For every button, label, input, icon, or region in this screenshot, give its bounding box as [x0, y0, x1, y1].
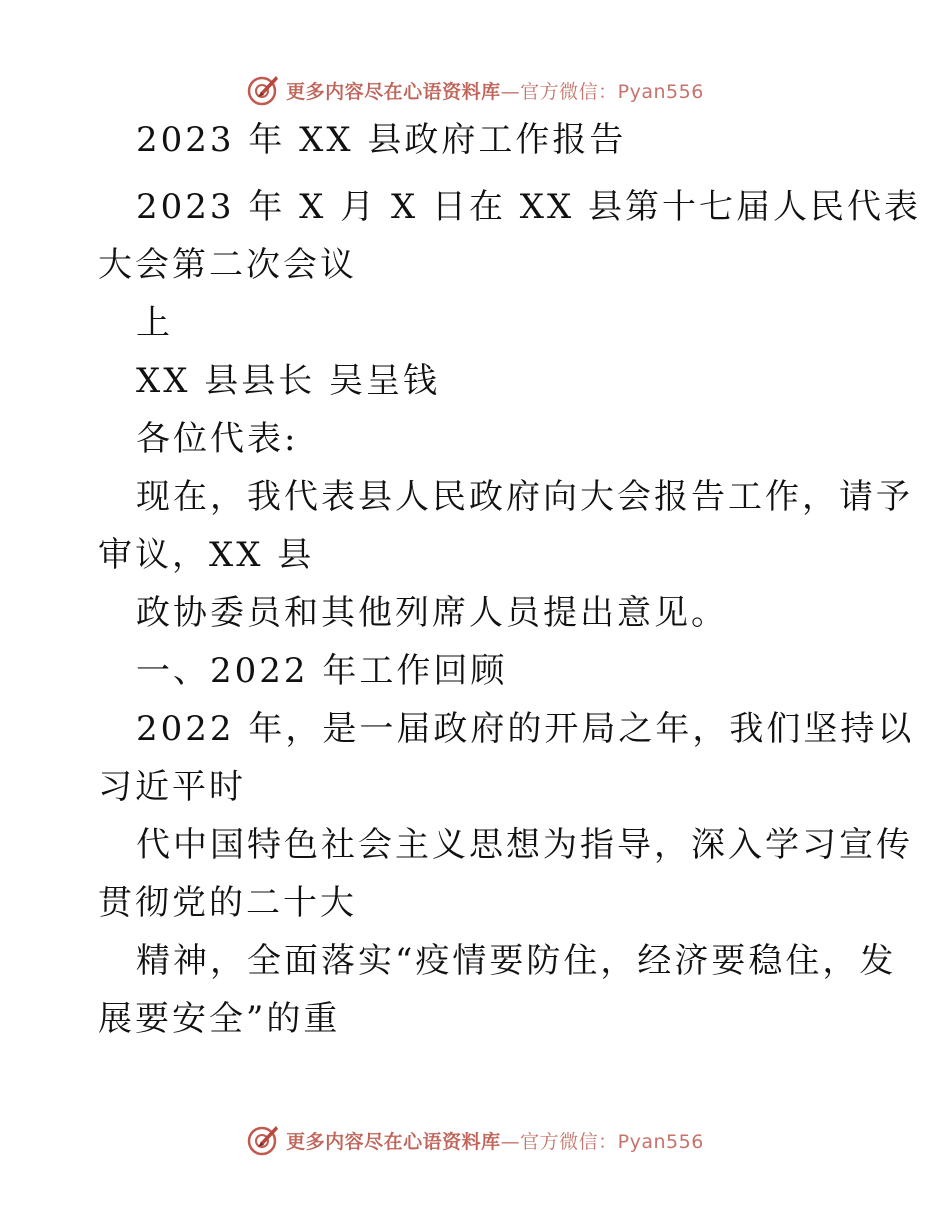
meeting-line-cont: 大会第二次会议 — [98, 245, 357, 285]
paragraph-line: 现在，我代表县人民政府向大会报告工作，请予 — [136, 477, 913, 517]
header-watermark — [0, 70, 950, 110]
document-title: 2023 年 XX 县政府工作报告 — [136, 120, 627, 160]
paragraph-line: 贯彻党的二十大 — [98, 883, 357, 923]
quill-logo-icon — [246, 1123, 280, 1157]
meeting-line: 2023 年 X 月 X 日在 XX 县第十七届人民代表 — [136, 187, 921, 227]
quill-logo-icon — [246, 73, 280, 107]
meeting-line-end: 上 — [136, 303, 173, 343]
section-heading: 一、2022 年工作回顾 — [136, 651, 508, 691]
paragraph-line: 2022 年，是一届政府的开局之年，我们坚持以 — [136, 709, 915, 749]
watermark-text: 更多内容尽在心语资料库—官方微信：Pyan556 — [286, 80, 704, 103]
paragraph-line: 展要安全”的重 — [98, 999, 341, 1039]
watermark-text: 更多内容尽在心语资料库—官方微信：Pyan556 — [286, 1130, 704, 1153]
paragraph-line: 代中国特色社会主义思想为指导，深入学习宣传 — [136, 825, 913, 865]
paragraph-line: 审议，XX 县 — [98, 535, 315, 575]
paragraph-line: 精神，全面落实“疫情要防住，经济要稳住，发 — [136, 941, 897, 981]
speaker-line: XX 县县长 吴呈钱 — [136, 361, 441, 401]
paragraph-line: 习近平时 — [98, 767, 246, 807]
paragraph-line: 政协委员和其他列席人员提出意见。 — [136, 593, 728, 633]
salutation: 各位代表: — [136, 419, 299, 459]
footer-watermark — [0, 1120, 950, 1160]
